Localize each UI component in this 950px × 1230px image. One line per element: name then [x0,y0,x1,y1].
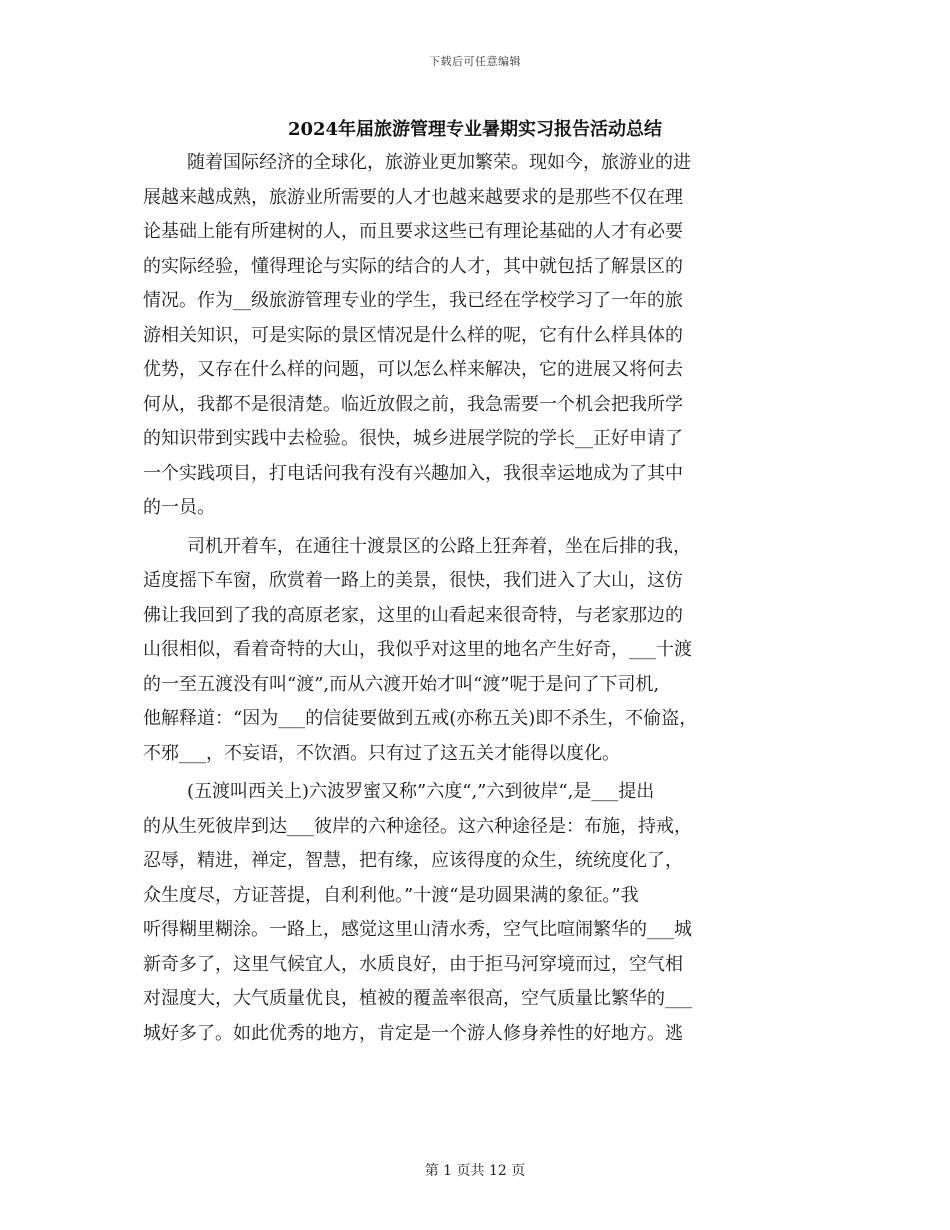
text-line: 山很相似，看着奇特的大山，我似乎对这里的地名产生好奇，___十渡 [143,639,692,660]
text-line: 适度摇下车窗，欣赏着一路上的美景，很快，我们进入了大山，这仿 [143,570,683,591]
text-line: 对湿度大，大气质量优良，植被的覆盖率很高，空气质量比繁华的___ [143,988,692,1009]
text-line: 新奇多了，这里气候宜人，水质良好，由于拒马河穿境而过，空气相 [143,953,683,975]
text-line: 游相关知识，可是实际的景区情况是什么样的呢，它有什么样具体的 [143,324,683,346]
text-line: 他解释道：“因为___的信徒要做到五戒(亦称五关)即不杀生，不偷盗， [143,708,698,729]
text-line: 听得糊里糊涂。一路上，感觉这里山清水秀，空气比喧闹繁华的___城 [143,919,692,940]
text-line: 忍辱，精进，禅定，智慧，把有缘，应该得度的众生，统统度化了， [143,850,683,871]
text-line: 的知识带到实践中去检验。很快，城乡进展学院的学长__正好申请了 [143,428,683,449]
text-line: 的实际经验，懂得理论与实际的结合的人才，其中就包括了解景区的 [143,255,683,277]
text-line: 何从，我都不是很清楚。临近放假之前，我急需要一个机会把我所学 [143,393,683,415]
header-note: 下载后可任意编辑 [429,55,521,68]
page-footer: 第 1 页共 12 页 [424,1163,526,1179]
text-line: 优势，又存在什么样的问题，可以怎么样来解决，它的进展又将何去 [143,359,683,380]
text-line: 佛让我回到了我的高原老家，这里的山看起来很奇特，与老家那边的 [143,604,683,626]
text-line: 的一至五渡没有叫“渡”,而从六渡开始才叫“渡”呢于是问了下司机, [143,673,660,695]
paragraph [143,146,813,526]
document-body [143,146,813,1051]
text-line: 一个实践项目，打电话问我有没有兴趣加入，我很幸运地成为了其中 [143,462,683,484]
text-line: 众生度尽，方证菩提，自利利他。”十渡“是功圆果满的象征。”我 [143,884,639,906]
text-line: 不邪___，不妄语，不饮酒。只有过了这五关才能得以度化。 [143,742,620,764]
document-title: 2024年届旅游管理专业暑期实习报告活动总结 [287,119,663,140]
paragraph [143,775,813,1051]
text-line: (五渡叫西关上)六波罗蜜又称”六度“,”六到彼岸“,是___提出 [187,781,655,802]
text-line: 城好多了。如此优秀的地方，肯定是一个游人修身养性的好地方。逃 [143,1022,683,1044]
text-line: 展越来越成熟，旅游业所需要的人才也越来越要求的是那些不仅在理 [143,186,683,208]
text-line: 的从生死彼岸到达___彼岸的六种途径。这六种途径是：布施，持戒， [143,815,692,837]
text-line: 情况。作为__级旅游管理专业的学生，我已经在学校学习了一年的旅 [143,290,683,311]
text-line: 司机开着车，在通往十渡景区的公路上狂奔着，坐在后排的我， [187,535,691,557]
text-line: 随着国际经济的全球化，旅游业更加繁荣。现如今，旅游业的进 [187,152,691,173]
text-line: 论基础上能有所建树的人，而且要求这些已有理论基础的人才有必要 [143,221,683,242]
paragraph [143,530,813,772]
text-line: 的一员。 [143,497,215,518]
